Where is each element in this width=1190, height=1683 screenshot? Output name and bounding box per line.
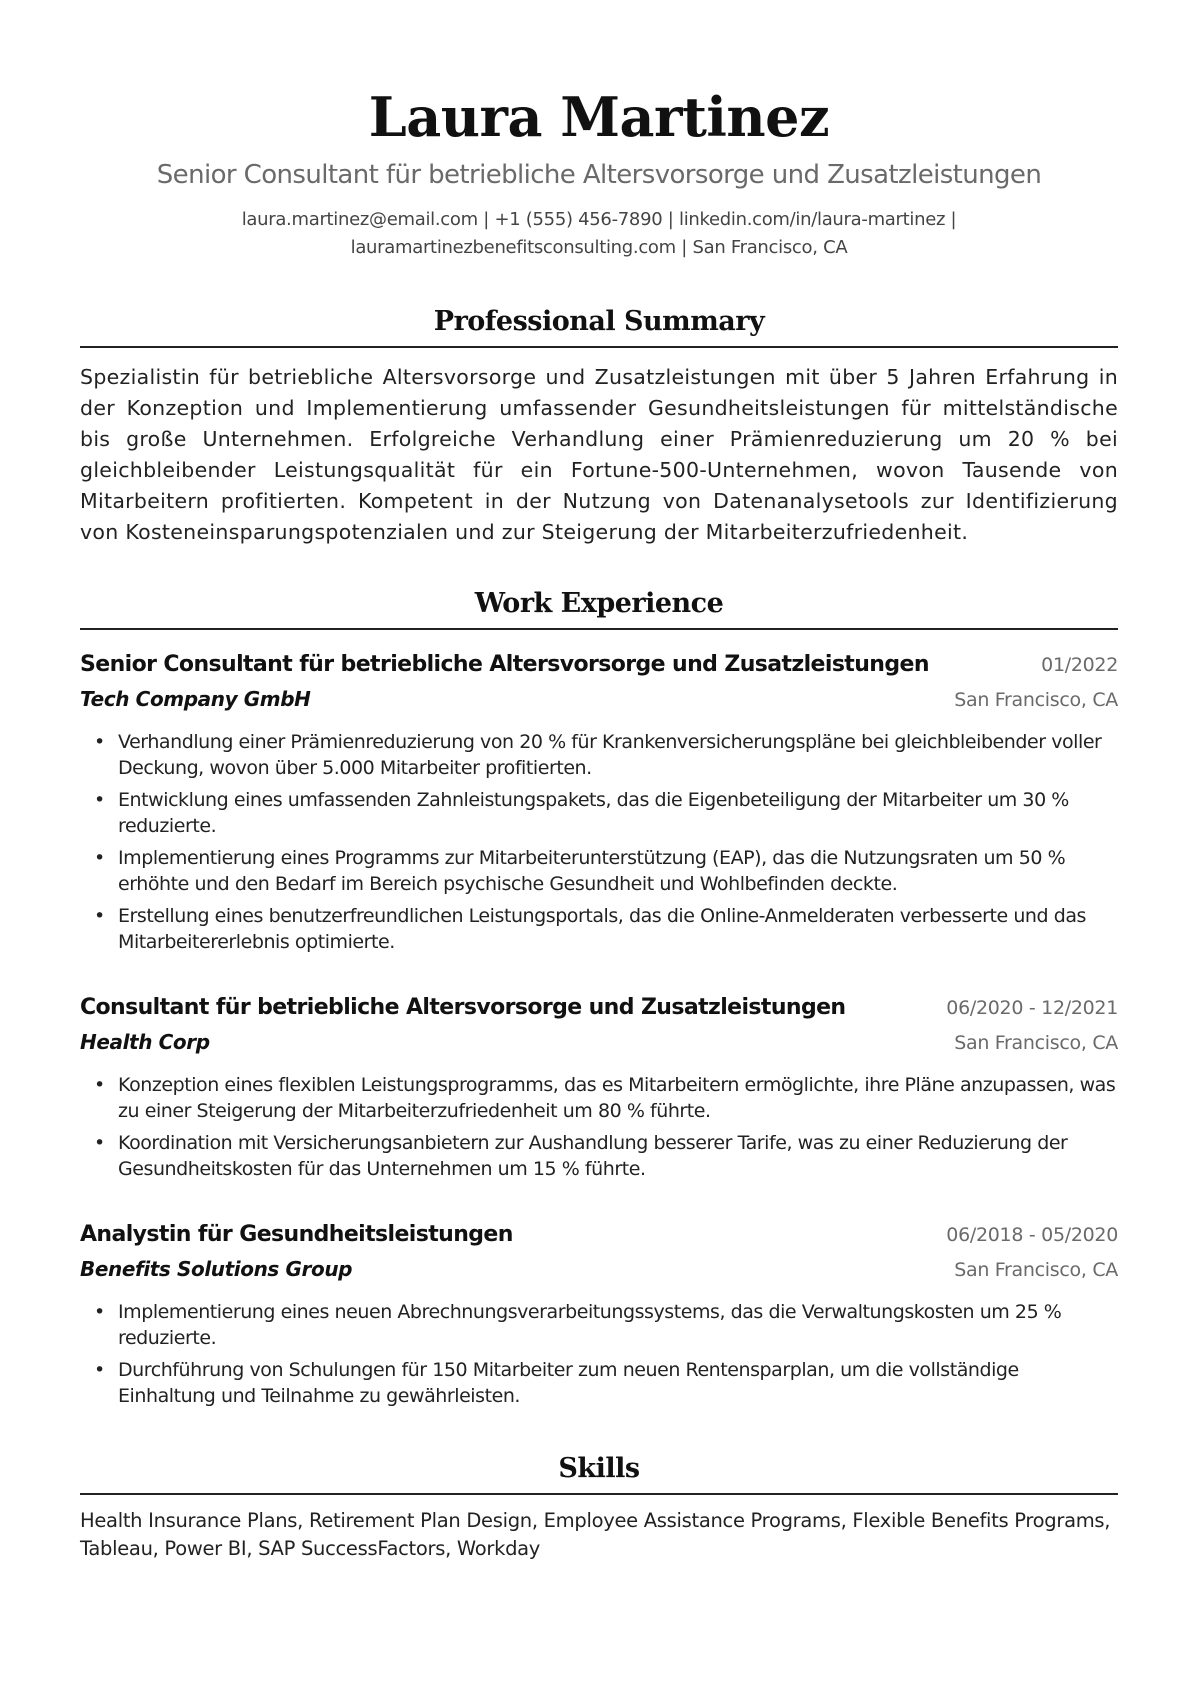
job-bullets: [80, 1299, 1118, 1409]
bullet-icon: •: [94, 847, 105, 869]
contact-line-1: laura.martinez@email.com | +1 (555) 456-7890 | linkedin.com/in/laura-martinez |: [241, 209, 957, 230]
bullet-text: Verhandlung einer Prämienreduzierung von 20 % für Krankenversicherungspläne bei gleichbleibender voller Deckung, wovon über 5.000 Mitarbeiter profitierten.: [118, 731, 1102, 779]
job-date: 06/2020 - 12/2021: [946, 997, 1118, 1019]
bullet-item: [80, 729, 1118, 781]
section-title-work-experience: Work Experience: [80, 586, 1118, 630]
job-bullets: [80, 1072, 1118, 1182]
skills-list: Health Insurance Plans, Retirement Plan Design, Employee Assistance Programs, Flexible Benefits Programs, Tableau, Power BI, SAP SuccessFactors, Workday: [80, 1509, 1111, 1560]
bullet-icon: •: [94, 1132, 105, 1154]
job-date: 06/2018 - 05/2020: [946, 1224, 1118, 1246]
job-bullets: [80, 729, 1118, 955]
job-subheader: [80, 1252, 1118, 1287]
job-location: San Francisco, CA: [954, 689, 1118, 711]
bullet-icon: •: [94, 1301, 105, 1323]
contact-line-2: lauramartinezbenefitsconsulting.com | San Francisco, CA: [350, 237, 848, 258]
bullet-item: [80, 1299, 1118, 1351]
bullet-item: [80, 1130, 1118, 1182]
section-title-summary: Professional Summary: [80, 304, 1118, 348]
candidate-title: Senior Consultant für betriebliche Altersvorsorge und Zusatzleistungen: [156, 160, 1042, 190]
bullet-item: [80, 903, 1118, 955]
bullet-text: Durchführung von Schulungen für 150 Mitarbeiter zum neuen Rentensparplan, um die vollständige Einhaltung und Teilnahme zu gewährleisten.: [118, 1359, 1019, 1407]
contact-info: [80, 206, 1118, 262]
bullet-text: Konzeption eines flexiblen Leistungsprogramms, das es Mitarbeitern ermöglichte, ihre Pläne anzupassen, was zu einer Steigerung der Mitarbeiterzufriedenheit um 80 % führte.: [118, 1074, 1116, 1122]
job-date: 01/2022: [1041, 654, 1118, 676]
job-title: Consultant für betriebliche Altersvorsorge und Zusatzleistungen: [80, 995, 846, 1020]
bullet-item: [80, 1357, 1118, 1409]
bullet-text: Entwicklung eines umfassenden Zahnleistungspakets, das die Eigenbeteiligung der Mitarbeiter um 30 % reduzierte.: [118, 789, 1069, 837]
job-subheader: [80, 682, 1118, 717]
company-name: Tech Company GmbH: [80, 687, 311, 711]
company-name: Health Corp: [80, 1030, 210, 1054]
job-title: Senior Consultant für betriebliche Altersvorsorge und Zusatzleistungen: [80, 652, 929, 677]
bullet-text: Koordination mit Versicherungsanbietern zur Aushandlung besserer Tarife, was zu einer Reduzierung der Gesundheitskosten für das Unternehmen um 15 % führte.: [118, 1132, 1068, 1180]
job-location: San Francisco, CA: [954, 1259, 1118, 1281]
company-name: Benefits Solutions Group: [80, 1257, 353, 1281]
candidate-name: Laura Martinez: [368, 85, 830, 149]
job-header: [80, 991, 1118, 1025]
job-entry: [80, 1218, 1118, 1409]
job-entry: [80, 991, 1118, 1182]
bullet-icon: •: [94, 1359, 105, 1381]
bullet-item: [80, 1072, 1118, 1124]
job-subheader: [80, 1025, 1118, 1060]
bullet-icon: •: [94, 789, 105, 811]
bullet-icon: •: [94, 731, 105, 753]
bullet-icon: •: [94, 1074, 105, 1096]
job-location: San Francisco, CA: [954, 1032, 1118, 1054]
job-header: [80, 1218, 1118, 1252]
bullet-icon: •: [94, 905, 105, 927]
bullet-text: Erstellung eines benutzerfreundlichen Leistungsportals, das die Online-Anmelderaten verbesserte und das Mitarbeitererlebnis optimierte.: [118, 905, 1086, 953]
job-entry: [80, 648, 1118, 955]
section-title-skills: Skills: [80, 1451, 1118, 1495]
bullet-text: Implementierung eines neuen Abrechnungsverarbeitungssystems, das die Verwaltungskosten um 25 % reduzierte.: [118, 1301, 1062, 1349]
resume-page: [80, 0, 1118, 1563]
job-title: Analystin für Gesundheitsleistungen: [80, 1222, 513, 1247]
bullet-text: Implementierung eines Programms zur Mitarbeiterunterstützung (EAP), das die Nutzungsraten um 50 % erhöhte und den Bedarf im Bereich psychische Gesundheit und Wohlbefinden deckte.: [118, 847, 1066, 895]
job-header: [80, 648, 1118, 682]
bullet-item: [80, 845, 1118, 897]
bullet-item: [80, 787, 1118, 839]
summary-text: Spezialistin für betriebliche Altersvorsorge und Zusatzleistungen mit über 5 Jahren Erfahrung in der Konzeption und Implementierung umfassender Gesundheitsleistungen für mittelständische bis große Unternehmen. Erfolgreiche Verhandlung einer Prämienreduzierung um 20 % bei gleichbleibender Leistungsqualität für ein Fortune-500-Unternehmen, wovon Tausende von Mitarbeitern profitierten. Kompetent in der Nutzung von Datenanalysetools zur Identifizierung von Kosteneinsparungspotenzialen und zur Steigerung der Mitarbeiterzufriedenheit.: [80, 365, 1118, 544]
